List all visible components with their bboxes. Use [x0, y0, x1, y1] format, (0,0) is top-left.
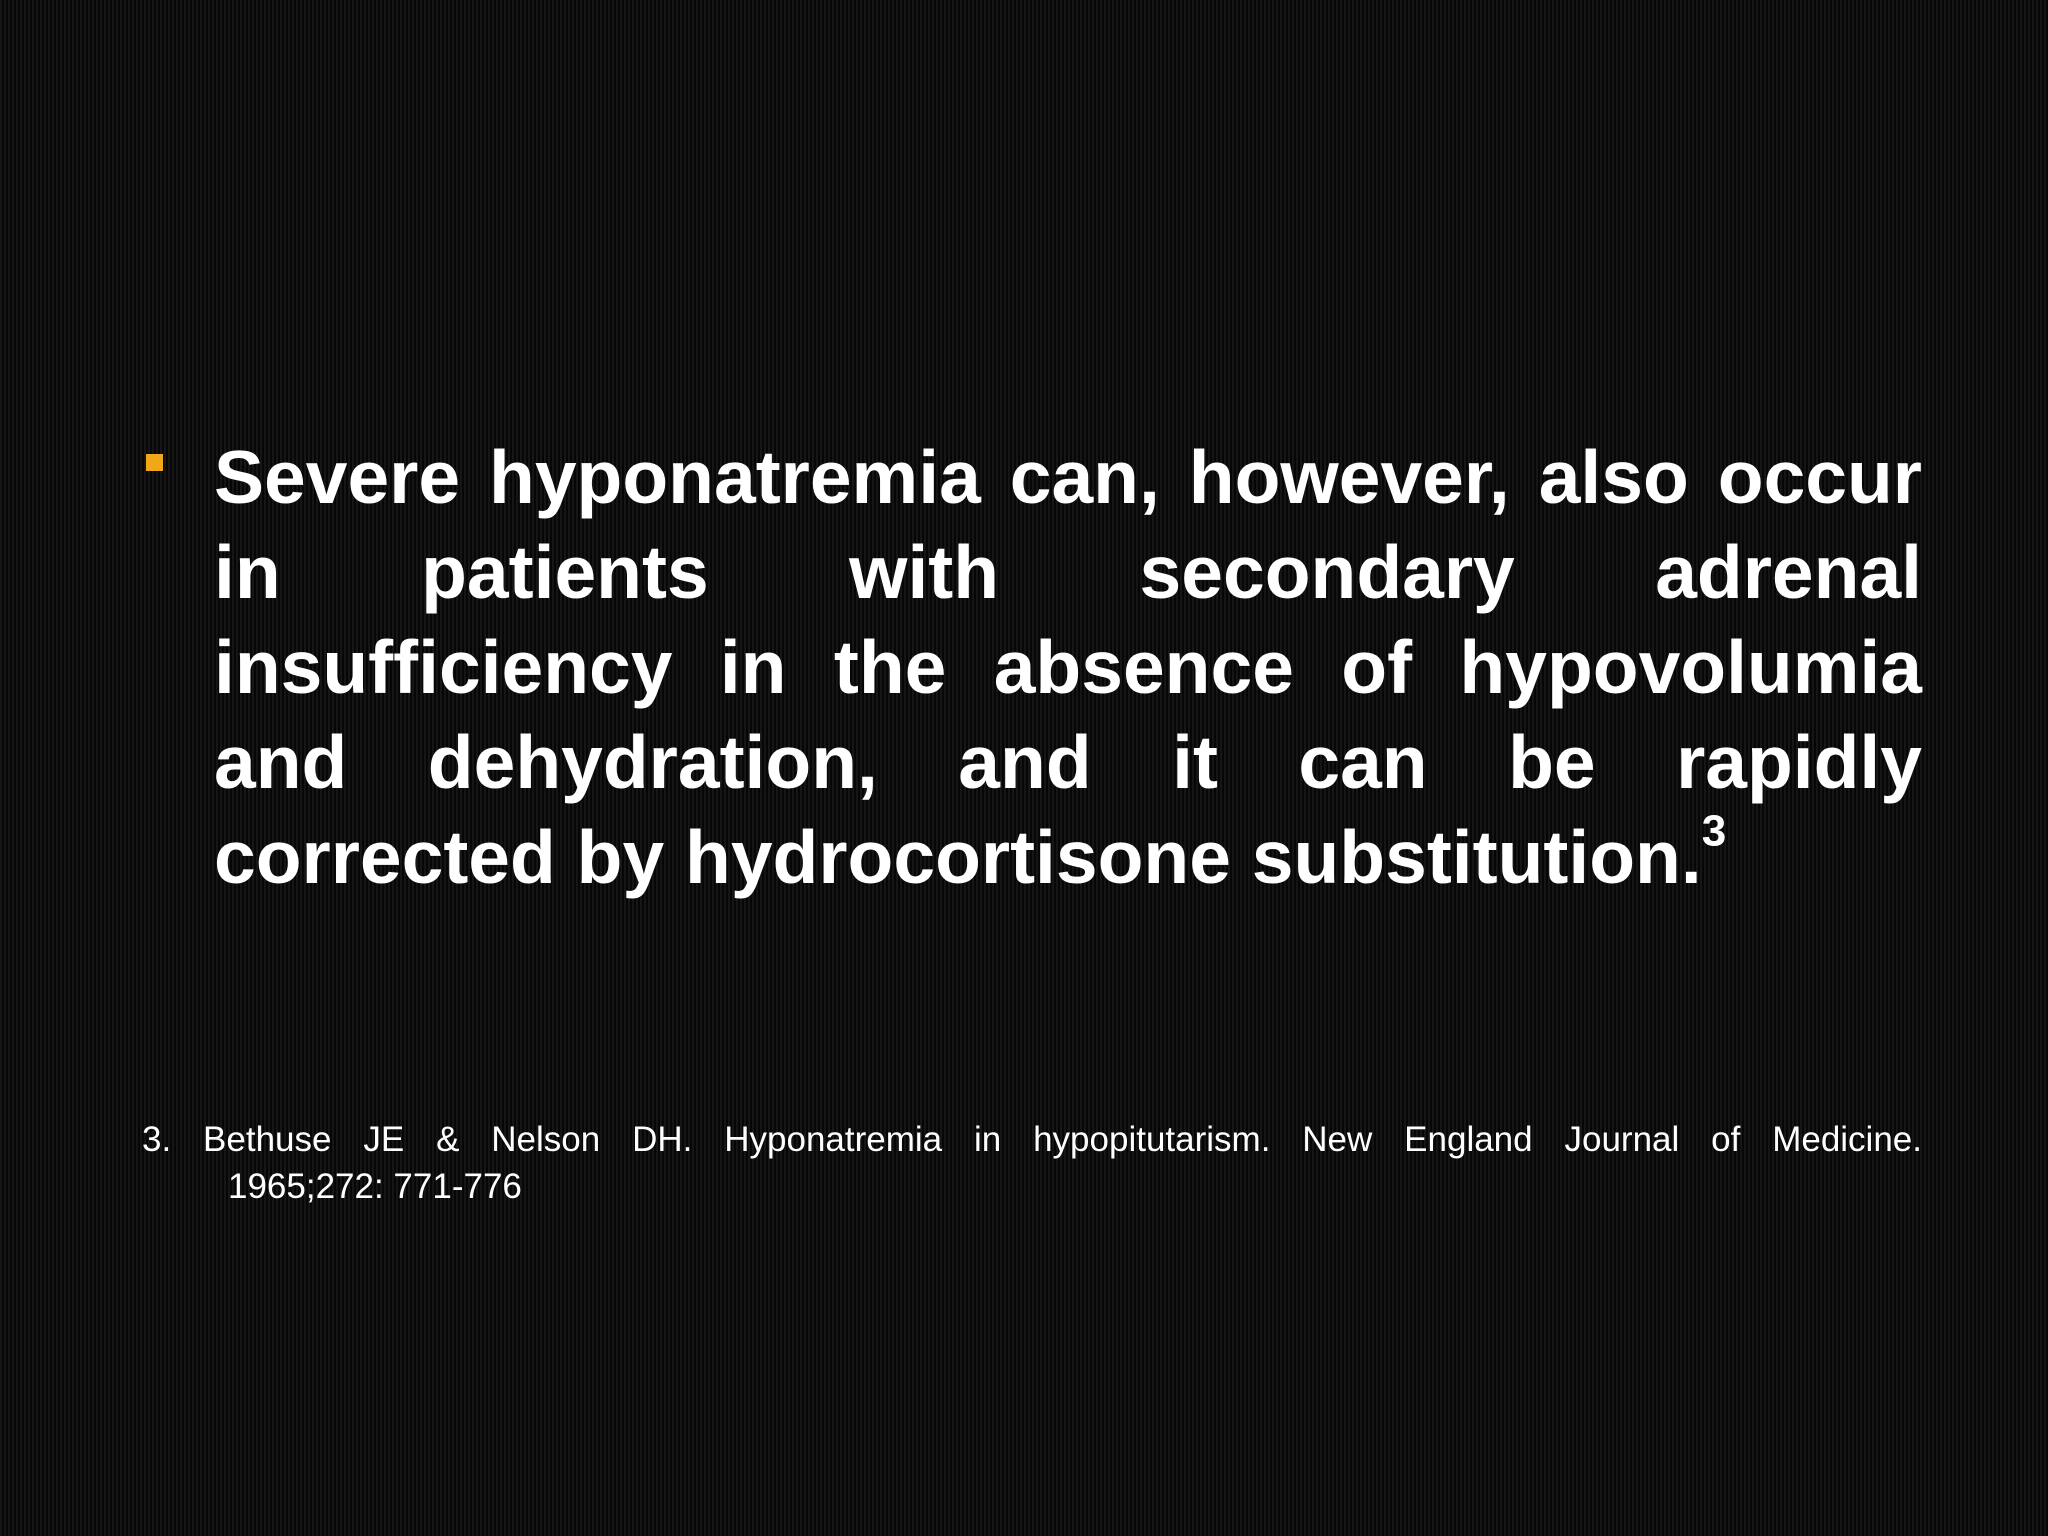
bullet-text	[214, 430, 1922, 905]
footnote-line-2: 1965;272: 771-776	[228, 1167, 522, 1206]
footnote-line-1: 3. Bethuse JE & Nelson DH. Hyponatremia in hypopitutarism. New England Journal of Medicine.	[142, 1120, 1922, 1159]
reference-superscript: 3	[1701, 806, 1727, 856]
footnote-reference	[142, 1116, 1922, 1210]
bullet-square-icon	[146, 454, 163, 471]
bullet-body: Severe hyponatremia can, however, also occur in patients with secondary adrenal insufficiency in the absence of hypovolumia and dehydration, and it can be rapidly corrected by hydrocortisone substitution.	[214, 435, 1922, 899]
